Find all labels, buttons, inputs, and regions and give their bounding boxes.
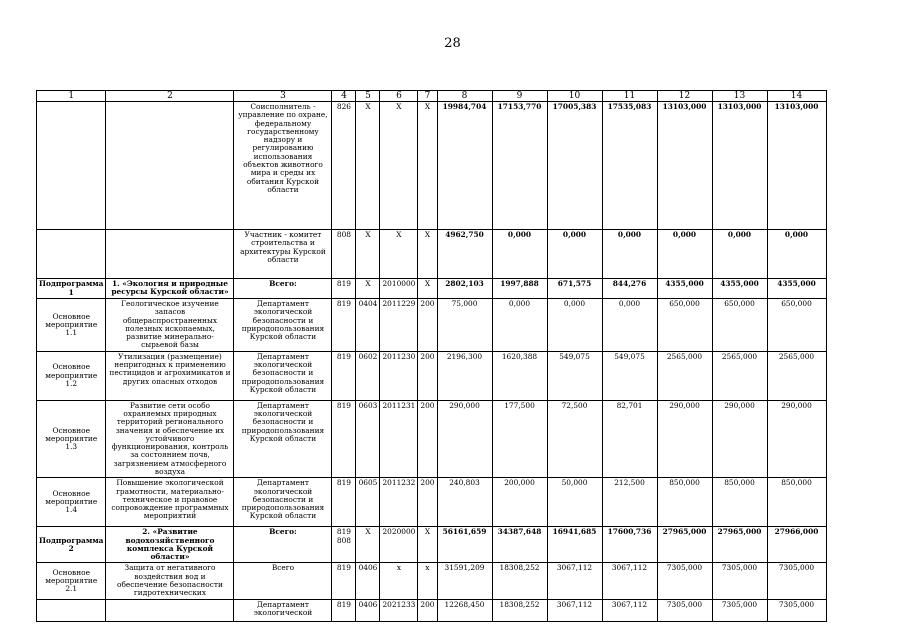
table-cell: 177,500 bbox=[492, 400, 547, 478]
table-cell: Утилизация (размещение) непригодных к применению пестицидов и агрохимикатов и других опасных отходов bbox=[106, 351, 234, 400]
table-cell: 17600,736 bbox=[602, 527, 657, 563]
table-cell bbox=[106, 599, 234, 621]
table-row bbox=[37, 400, 827, 478]
table-cell: 2011229 bbox=[380, 299, 418, 352]
column-header-12: 12 bbox=[657, 91, 712, 102]
column-header-2: 2 bbox=[106, 91, 234, 102]
table-cell: 2011230 bbox=[380, 351, 418, 400]
table-cell: 18308,252 bbox=[492, 599, 547, 621]
table-cell: 0602 bbox=[356, 351, 380, 400]
table-cell: 200 bbox=[418, 299, 437, 352]
table-cell: 4355,000 bbox=[657, 279, 712, 299]
table-cell: 850,000 bbox=[657, 478, 712, 527]
table-cell: X bbox=[418, 527, 437, 563]
table-cell: X bbox=[356, 102, 380, 230]
column-header-8: 8 bbox=[437, 91, 492, 102]
table-row bbox=[37, 478, 827, 527]
table-cell: 7305,000 bbox=[712, 599, 767, 621]
table-row bbox=[37, 102, 827, 230]
table-cell: 0605 bbox=[356, 478, 380, 527]
table-cell: x bbox=[418, 563, 437, 599]
table-cell: Основное мероприятие 1.1 bbox=[37, 299, 106, 352]
table-cell: 819 bbox=[332, 599, 356, 621]
table-cell: 2020000 bbox=[380, 527, 418, 563]
table-cell: 0,000 bbox=[547, 299, 602, 352]
table-cell: 819 bbox=[332, 279, 356, 299]
column-header-4: 4 bbox=[332, 91, 356, 102]
table-cell: 808 bbox=[332, 230, 356, 279]
table-cell: Геологическое изучение запасов общераспространенных полезных ископаемых, развитие минерально-сырьевой базы bbox=[106, 299, 234, 352]
column-header-9: 9 bbox=[492, 91, 547, 102]
table-row bbox=[37, 279, 827, 299]
column-header-1: 1 bbox=[37, 91, 106, 102]
table-cell: x bbox=[380, 563, 418, 599]
table-cell: 82,701 bbox=[602, 400, 657, 478]
table-cell: 844,276 bbox=[602, 279, 657, 299]
table-cell bbox=[106, 102, 234, 230]
table-cell: 13103,000 bbox=[767, 102, 826, 230]
table-cell: 12268,450 bbox=[437, 599, 492, 621]
table-cell: Всего: bbox=[234, 527, 332, 563]
table-cell: 0406 bbox=[356, 563, 380, 599]
table-cell: 0,000 bbox=[492, 230, 547, 279]
table-cell: 0406 bbox=[356, 599, 380, 621]
table-row bbox=[37, 230, 827, 279]
table-cell: 3067,112 bbox=[602, 599, 657, 621]
table-cell: 200,000 bbox=[492, 478, 547, 527]
table-cell: 200 bbox=[418, 599, 437, 621]
table-cell: X bbox=[380, 102, 418, 230]
table-cell: Защита от негативного воздействия вод и обеспечение безопасности гидротехнических bbox=[106, 563, 234, 599]
table-cell: Департамент экологической безопасности и природопользования Курской области bbox=[234, 299, 332, 352]
table-row bbox=[37, 527, 827, 563]
table-cell: 0,000 bbox=[492, 299, 547, 352]
table-cell: 2196,300 bbox=[437, 351, 492, 400]
header-row bbox=[37, 91, 827, 102]
table-cell: 650,000 bbox=[767, 299, 826, 352]
column-header-5: 5 bbox=[356, 91, 380, 102]
table-cell: 2. «Развитие водохозяйственного комплекса Курской области» bbox=[106, 527, 234, 563]
table-cell: 290,000 bbox=[767, 400, 826, 478]
table-cell: 0,000 bbox=[602, 230, 657, 279]
table-cell: 7305,000 bbox=[767, 563, 826, 599]
table-cell: 1. «Экология и природные ресурсы Курской области» bbox=[106, 279, 234, 299]
column-header-14: 14 bbox=[767, 91, 826, 102]
table-cell: Департамент экологической bbox=[234, 599, 332, 621]
table-cell: 200 bbox=[418, 351, 437, 400]
table-cell bbox=[37, 230, 106, 279]
table-cell: 650,000 bbox=[657, 299, 712, 352]
table-cell: 549,075 bbox=[602, 351, 657, 400]
table-cell: Развитие сети особо охраняемых природных территорий регионального значения и обеспечение их устойчивого функционирования, контроль за состоянием почв, загрязнением атмосферного воздуха bbox=[106, 400, 234, 478]
table-cell: 2011232 bbox=[380, 478, 418, 527]
table-cell: 4962,750 bbox=[437, 230, 492, 279]
table-cell: 826 bbox=[332, 102, 356, 230]
table-cell bbox=[37, 102, 106, 230]
table-cell: 850,000 bbox=[712, 478, 767, 527]
table-row bbox=[37, 563, 827, 599]
table-cell: 56161,659 bbox=[437, 527, 492, 563]
table-cell: 27966,000 bbox=[767, 527, 826, 563]
table-cell: 7305,000 bbox=[657, 599, 712, 621]
table-cell: Департамент экологической безопасности и природопользования Курской области bbox=[234, 351, 332, 400]
table-cell: X bbox=[356, 230, 380, 279]
table-cell: Подпрограмма 1 bbox=[37, 279, 106, 299]
table-cell: 819 bbox=[332, 400, 356, 478]
table-cell: 2010000 bbox=[380, 279, 418, 299]
table-cell: 240,803 bbox=[437, 478, 492, 527]
table-cell: 13103,000 bbox=[712, 102, 767, 230]
table-cell: 31591,209 bbox=[437, 563, 492, 599]
table-cell: 290,000 bbox=[437, 400, 492, 478]
table-cell: 7305,000 bbox=[712, 563, 767, 599]
table-cell: 200 bbox=[418, 478, 437, 527]
table-cell: 27965,000 bbox=[712, 527, 767, 563]
table-cell: 19984,704 bbox=[437, 102, 492, 230]
table-cell: Основное мероприятие 2.1 bbox=[37, 563, 106, 599]
table-cell: 0603 bbox=[356, 400, 380, 478]
table-cell: 819 bbox=[332, 563, 356, 599]
table-cell bbox=[106, 230, 234, 279]
table-cell: 212,500 bbox=[602, 478, 657, 527]
page-number: 28 bbox=[444, 36, 461, 51]
table-row bbox=[37, 299, 827, 352]
table-cell: 17535,083 bbox=[602, 102, 657, 230]
table-cell: 650,000 bbox=[712, 299, 767, 352]
table-cell: X bbox=[418, 279, 437, 299]
table-cell: 0404 bbox=[356, 299, 380, 352]
table-cell: 819 bbox=[332, 351, 356, 400]
table-cell: 75,000 bbox=[437, 299, 492, 352]
column-header-11: 11 bbox=[602, 91, 657, 102]
table-cell: 2565,000 bbox=[657, 351, 712, 400]
table-cell: X bbox=[418, 230, 437, 279]
table-cell: 17153,770 bbox=[492, 102, 547, 230]
table-cell: 50,000 bbox=[547, 478, 602, 527]
table-cell: 34387,648 bbox=[492, 527, 547, 563]
column-header-13: 13 bbox=[712, 91, 767, 102]
table-cell: Всего bbox=[234, 563, 332, 599]
table-row bbox=[37, 351, 827, 400]
table-cell: 671,575 bbox=[547, 279, 602, 299]
table-row bbox=[37, 599, 827, 621]
table-cell: 549,075 bbox=[547, 351, 602, 400]
table-cell: Департамент экологической безопасности и природопользования Курской области bbox=[234, 478, 332, 527]
table-cell: X bbox=[380, 230, 418, 279]
table-cell: 819 bbox=[332, 299, 356, 352]
table-cell: 2011231 bbox=[380, 400, 418, 478]
table-cell bbox=[37, 599, 106, 621]
table-cell: X bbox=[418, 102, 437, 230]
column-header-7: 7 bbox=[418, 91, 437, 102]
table-cell: 819 bbox=[332, 478, 356, 527]
budget-table bbox=[36, 90, 827, 622]
table-cell: 3067,112 bbox=[547, 599, 602, 621]
table-cell: 3067,112 bbox=[602, 563, 657, 599]
table-cell: 290,000 bbox=[712, 400, 767, 478]
column-header-6: 6 bbox=[380, 91, 418, 102]
table-cell: 819 808 bbox=[332, 527, 356, 563]
table-cell: 4355,000 bbox=[712, 279, 767, 299]
table-cell: 16941,685 bbox=[547, 527, 602, 563]
table-cell: 2565,000 bbox=[767, 351, 826, 400]
table-cell: Основное мероприятие 1.4 bbox=[37, 478, 106, 527]
table-cell: 0,000 bbox=[547, 230, 602, 279]
table-cell: 3067,112 bbox=[547, 563, 602, 599]
table-cell: 200 bbox=[418, 400, 437, 478]
table-cell: Основное мероприятие 1.2 bbox=[37, 351, 106, 400]
table-cell: 1620,388 bbox=[492, 351, 547, 400]
column-header-3: 3 bbox=[234, 91, 332, 102]
column-header-10: 10 bbox=[547, 91, 602, 102]
table-cell: 7305,000 bbox=[767, 599, 826, 621]
table-cell: 0,000 bbox=[767, 230, 826, 279]
table-cell: 18308,252 bbox=[492, 563, 547, 599]
table-cell: 2565,000 bbox=[712, 351, 767, 400]
table-cell: 0,000 bbox=[712, 230, 767, 279]
table-cell: 13103,000 bbox=[657, 102, 712, 230]
table-cell: Департамент экологической безопасности и природопользования Курской области bbox=[234, 400, 332, 478]
table-cell: Участник - комитет строительства и архитектуры Курской области bbox=[234, 230, 332, 279]
table-cell: 0,000 bbox=[602, 299, 657, 352]
table-cell: X bbox=[356, 279, 380, 299]
table-cell: Повышение экологической грамотности, материально-техническое и правовое сопровождение программных мероприятий bbox=[106, 478, 234, 527]
table-cell: 4355,000 bbox=[767, 279, 826, 299]
table-cell: 0,000 bbox=[657, 230, 712, 279]
table-cell: 17005,383 bbox=[547, 102, 602, 230]
table-cell: Подпрограмма 2 bbox=[37, 527, 106, 563]
table-cell: 2021233 bbox=[380, 599, 418, 621]
table-cell: 290,000 bbox=[657, 400, 712, 478]
table-cell: Соисполнитель - управление по охране, федеральному государственному надзору и регулированию использования объектов животного мира и среды их обитания Курской области bbox=[234, 102, 332, 230]
table-cell: 850,000 bbox=[767, 478, 826, 527]
table-cell: 27965,000 bbox=[657, 527, 712, 563]
table-cell: 72,500 bbox=[547, 400, 602, 478]
table-cell: 2802,103 bbox=[437, 279, 492, 299]
table-cell: 7305,000 bbox=[657, 563, 712, 599]
table-cell: X bbox=[356, 527, 380, 563]
table-cell: Основное мероприятие 1.3 bbox=[37, 400, 106, 478]
table-cell: Всего: bbox=[234, 279, 332, 299]
table-cell: 1997,888 bbox=[492, 279, 547, 299]
